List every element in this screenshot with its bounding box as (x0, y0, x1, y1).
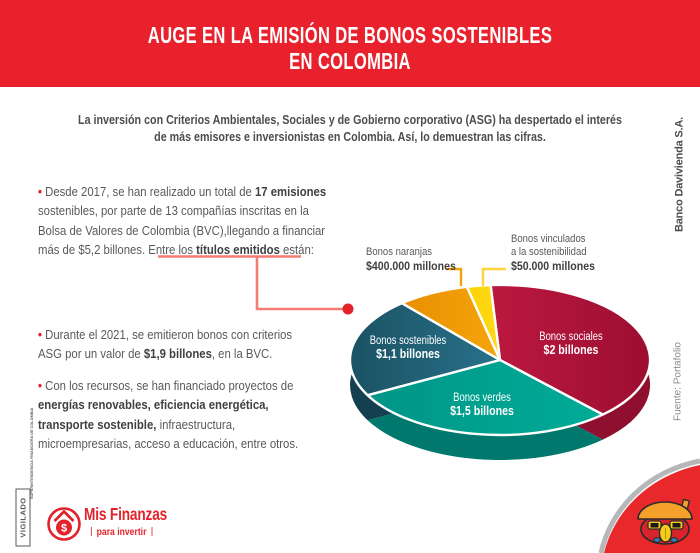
pie-label-bonos-vinculados: Bonos vinculados a la sostenibilidad $50.000 millones (511, 233, 595, 273)
bullet-paragraph-proyectos: • Con los recursos, se han financiado proyectos de energías renovables, eficiencia energética, transporte sostenible, infraestructura, microempresarias, acceso a educación, entre otros. (38, 379, 299, 451)
bullet-paragraph-emisiones: • Desde 2017, se han realizado un total de 17 emisiones sostenibles, por parte de 13 compañías inscritas en la Bolsa de Valores de Colombia (BVC),llegando a financiar más de $5,2 billones. Entre los títulos emitidos están: (38, 185, 327, 257)
vigilado-label: VIGILADO (15, 488, 30, 546)
svg-text:$: $ (60, 522, 68, 535)
intro-line1: La inversión con Criterios Ambientales, Sociales y de Gobierno corporativo (ASG) ha despertado el interés (78, 113, 622, 127)
pie-label-bonos-sociales: Bonos sociales $2 billones (539, 331, 603, 357)
brand-name: Mis Finanzas (84, 504, 168, 524)
pie-label-bonos-verdes: Bonos verdes $1,5 billones (450, 392, 514, 418)
bird-house-mascot-icon (638, 499, 692, 544)
pie-label-bonos-naranjas: Bonos naranjas $400.000 millones (366, 246, 456, 273)
source-text: Fuente: Portafolio (672, 342, 684, 421)
brand-tagline: para invertir (96, 526, 147, 538)
bullet-paragraph-2021: • Durante el 2021, se emitieron bonos con criterios ASG por un valor de $1,9 billones, en la BVC. (38, 328, 293, 362)
intro-line2: de más emisores e inversionistas en Colombia. Así, lo demuestran las cifras. (154, 129, 546, 144)
page-title-line1: AUGE EN LA EMISIÓN DE BONOS SOSTENIBLES (147, 22, 553, 48)
vigilado-small-print: SUPERINTENDENCIA FINANCIERA DE COLOMBIA (30, 407, 34, 499)
pie-label-bonos-sostenibles: Bonos sostenibles $1,1 billones (369, 335, 447, 361)
credit-text: Banco Davivienda S.A. (673, 117, 686, 233)
page-title-line2: EN COLOMBIA (289, 48, 411, 74)
